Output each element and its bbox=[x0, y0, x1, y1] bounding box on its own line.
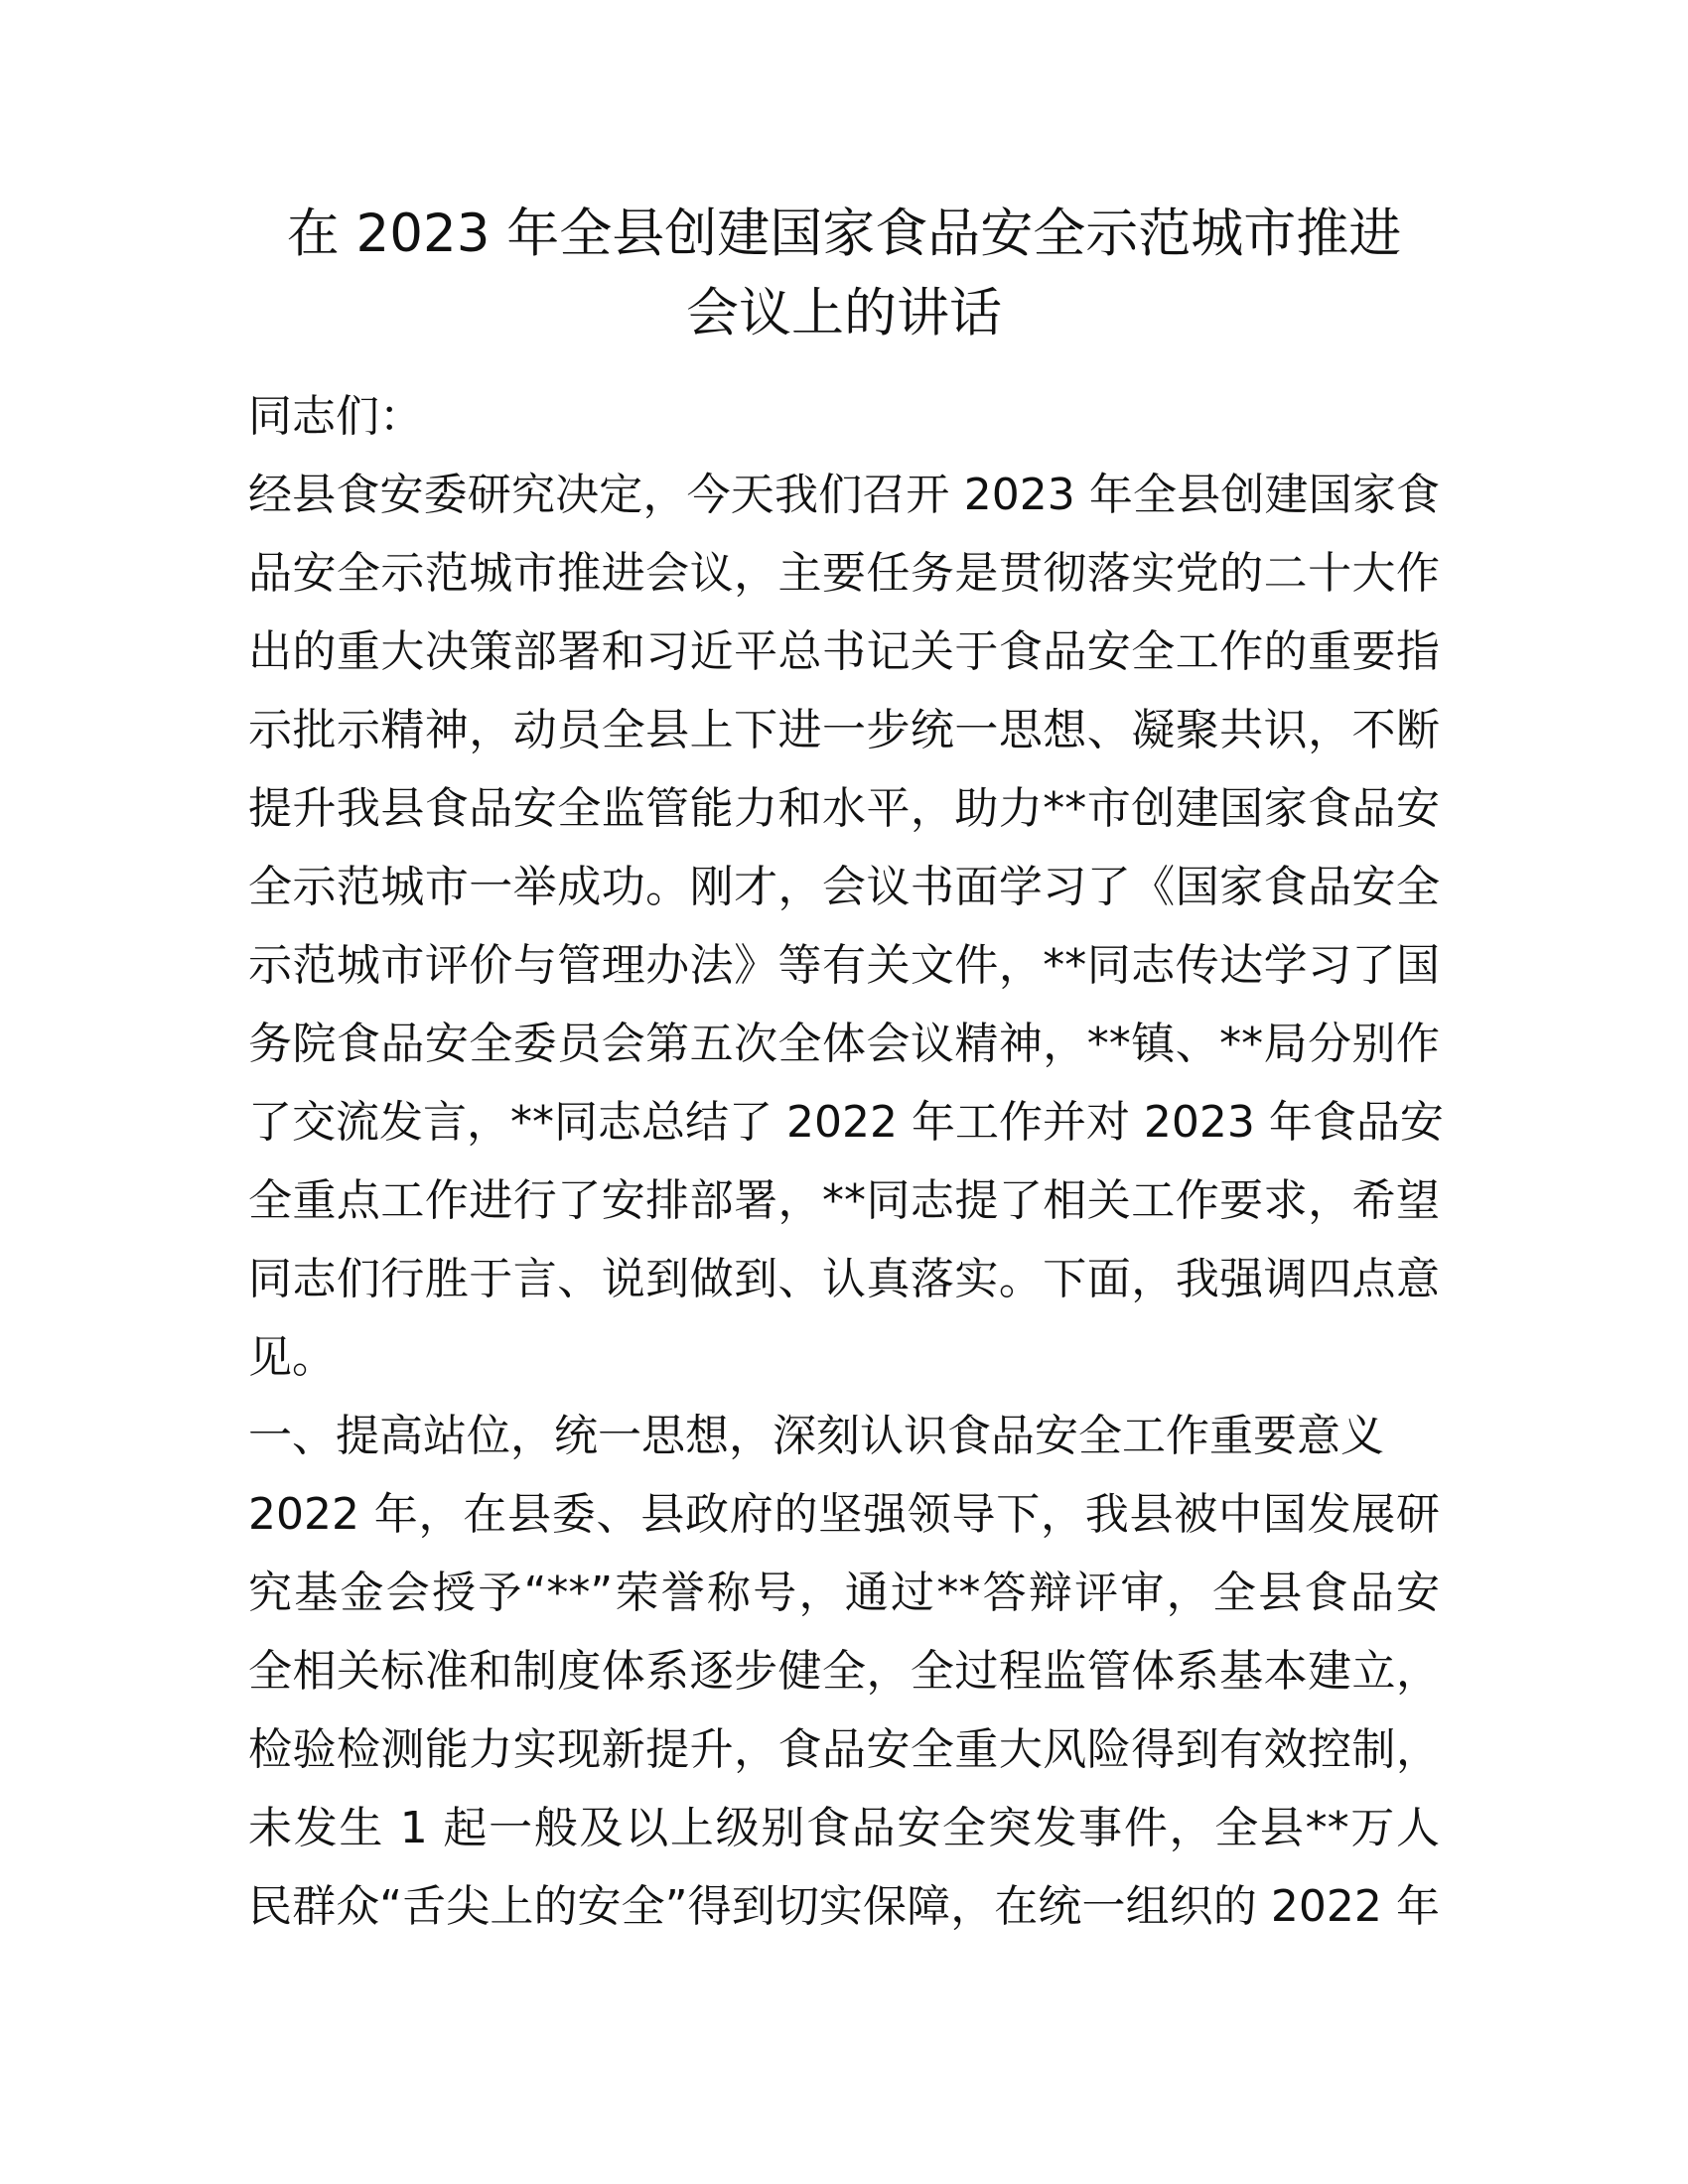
paragraph-line: 了交流发言，**同志总结了 2022 年工作并对 2023 年食品安 bbox=[248, 1097, 1444, 1148]
paragraph-line: 全重点工作进行了安排部署，**同志提了相关工作要求，希望 bbox=[248, 1175, 1440, 1226]
paragraph-line: 究基金会授予“**”荣誉称号，通过**答辩评审，全县食品安 bbox=[248, 1568, 1440, 1618]
paragraph-line: 2022 年，在县委、县政府的坚强领导下，我县被中国发展研 bbox=[248, 1489, 1440, 1540]
salutation: 同志们： bbox=[248, 391, 423, 442]
paragraph-line: 未发生 1 起一般及以上级别食品安全突发事件，全县**万人 bbox=[248, 1803, 1440, 1853]
paragraph-line: 见。 bbox=[248, 1332, 336, 1383]
paragraph-line: 务院食品安全委员会第五次全体会议精神，**镇、**局分别作 bbox=[248, 1019, 1440, 1069]
paragraph-line: 民群众“舌尖上的安全”得到切实保障，在统一组织的 2022 年 bbox=[248, 1881, 1440, 1932]
document-body bbox=[248, 377, 1444, 1946]
paragraph-line: 检验检测能力实现新提升，食品安全重大风险得到有效控制， bbox=[248, 1724, 1440, 1775]
paragraph-line: 出的重大决策部署和习近平总书记关于食品安全工作的重要指 bbox=[248, 626, 1440, 677]
paragraph-intro bbox=[248, 456, 1444, 1397]
paragraph-line: 全相关标准和制度体系逐步健全，全过程监管体系基本建立， bbox=[248, 1646, 1440, 1697]
paragraph-section-1 bbox=[248, 1475, 1440, 1946]
paragraph-line: 提升我县食品安全监管能力和水平，助力**市创建国家食品安 bbox=[248, 783, 1440, 834]
section-heading-1: 一、提高站位，统一思想，深刻认识食品安全工作重要意义 bbox=[248, 1411, 1384, 1461]
paragraph-line: 全示范城市一举成功。刚才，会议书面学习了《国家食品安全 bbox=[248, 862, 1440, 912]
paragraph-line: 示批示精神，动员全县上下进一步统一思想、凝聚共识，不断 bbox=[248, 705, 1440, 755]
document-title bbox=[243, 195, 1445, 353]
paragraph-line: 示范城市评价与管理办法》等有关文件，**同志传达学习了国 bbox=[248, 940, 1440, 991]
paragraph-line: 品安全示范城市推进会议，主要任务是贯彻落实党的二十大作 bbox=[248, 548, 1440, 599]
title-line-2: 会议上的讲话 bbox=[686, 283, 1002, 343]
title-line-1: 在 2023 年全县创建国家食品安全示范城市推进 bbox=[286, 204, 1402, 264]
paragraph-line: 经县食安委研究决定，今天我们召开 2023 年全县创建国家食 bbox=[248, 470, 1440, 520]
paragraph-line: 同志们行胜于言、说到做到、认真落实。下面，我强调四点意 bbox=[248, 1254, 1440, 1304]
